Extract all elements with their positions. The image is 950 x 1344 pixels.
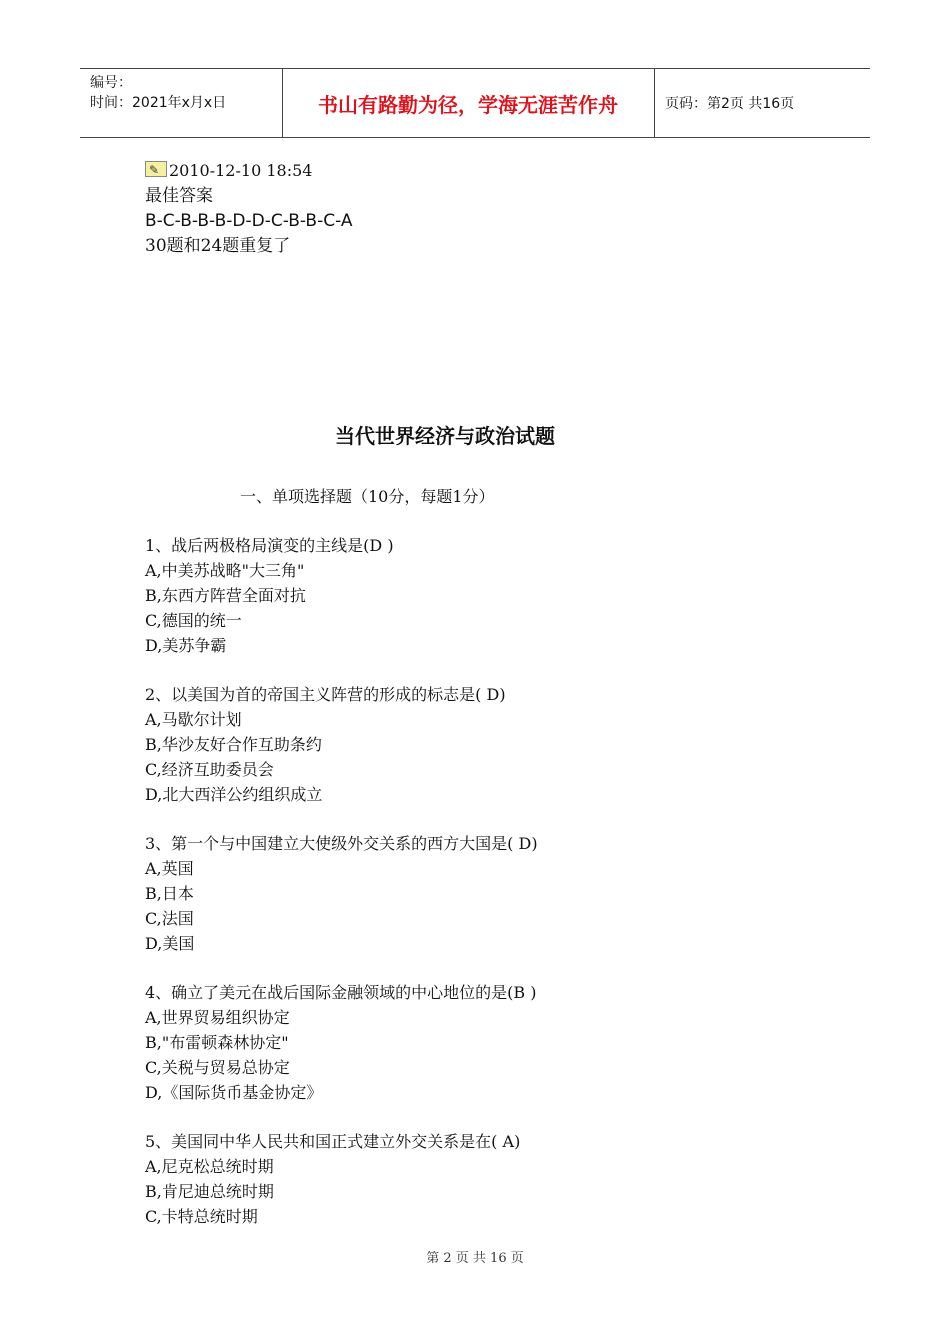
best-answer-label: 最佳答案 (145, 186, 213, 206)
question-block (145, 831, 538, 956)
post-timestamp: 2010-12-10 18:54 (169, 161, 313, 180)
question-option: C,德国的统一 (145, 611, 242, 630)
answer-sequence: B-C-B-B-B-D-D-C-B-B-C-A (145, 211, 353, 231)
question-option: A,英国 (145, 859, 194, 878)
question-option: D,《国际货币基金协定》 (145, 1083, 323, 1102)
question-block (145, 682, 506, 807)
question-option: D,北大西洋公约组织成立 (145, 785, 323, 804)
question-stem: 3、第一个与中国建立大使级外交关系的西方大国是( D) (145, 834, 538, 853)
question-stem: 5、美国同中华人民共和国正式建立外交关系是在( A) (145, 1132, 521, 1151)
question-stem: 2、以美国为首的帝国主义阵营的形成的标志是( D) (145, 685, 506, 704)
answer-note: 30题和24题重复了 (145, 236, 291, 256)
question-option: C,经济互助委员会 (145, 760, 274, 779)
header-left-cell (90, 73, 226, 113)
question-option: A,世界贸易组织协定 (145, 1008, 290, 1027)
question-option: C,卡特总统时期 (145, 1207, 258, 1226)
question-stem: 4、确立了美元在战后国际金融领域的中心地位的是(B ) (145, 983, 537, 1002)
document-header (80, 68, 870, 138)
question-option: D,美国 (145, 934, 195, 953)
question-option: D,美苏争霸 (145, 636, 227, 655)
question-block (145, 1129, 520, 1229)
page-footer: 第 2 页 共 16 页 (426, 1251, 524, 1266)
section-heading: 一、单项选择题（10分，每题1分） (240, 487, 495, 506)
time-label: 时间：2021年x月x日 (90, 95, 227, 111)
question-option: A,尼克松总统时期 (145, 1157, 274, 1176)
header-page-info: 页码：第2页 共16页 (665, 96, 795, 112)
question-option: B,东西方阵营全面对抗 (145, 586, 306, 605)
question-option: B,"布雷顿森林协定" (145, 1033, 289, 1052)
question-block (145, 533, 394, 658)
header-motto: 书山有路勤为径，学海无涯苦作舟 (318, 93, 618, 117)
question-stem: 1、战后两极格局演变的主线是(D ) (145, 536, 394, 555)
edit-note-icon (145, 161, 167, 177)
number-label: 编号： (90, 75, 132, 91)
best-answer-block (145, 184, 352, 259)
question-option: C,关税与贸易总协定 (145, 1058, 290, 1077)
post-timestamp-line (145, 160, 312, 182)
question-option: A,中美苏战略"大三角" (145, 561, 305, 580)
header-divider (654, 69, 655, 137)
question-option: B,日本 (145, 884, 194, 903)
question-option: B,华沙友好合作互助条约 (145, 735, 322, 754)
exam-title: 当代世界经济与政治试题 (335, 424, 555, 448)
question-block (145, 980, 537, 1105)
question-option: A,马歇尔计划 (145, 710, 242, 729)
question-option: C,法国 (145, 909, 194, 928)
question-option: B,肯尼迪总统时期 (145, 1182, 274, 1201)
